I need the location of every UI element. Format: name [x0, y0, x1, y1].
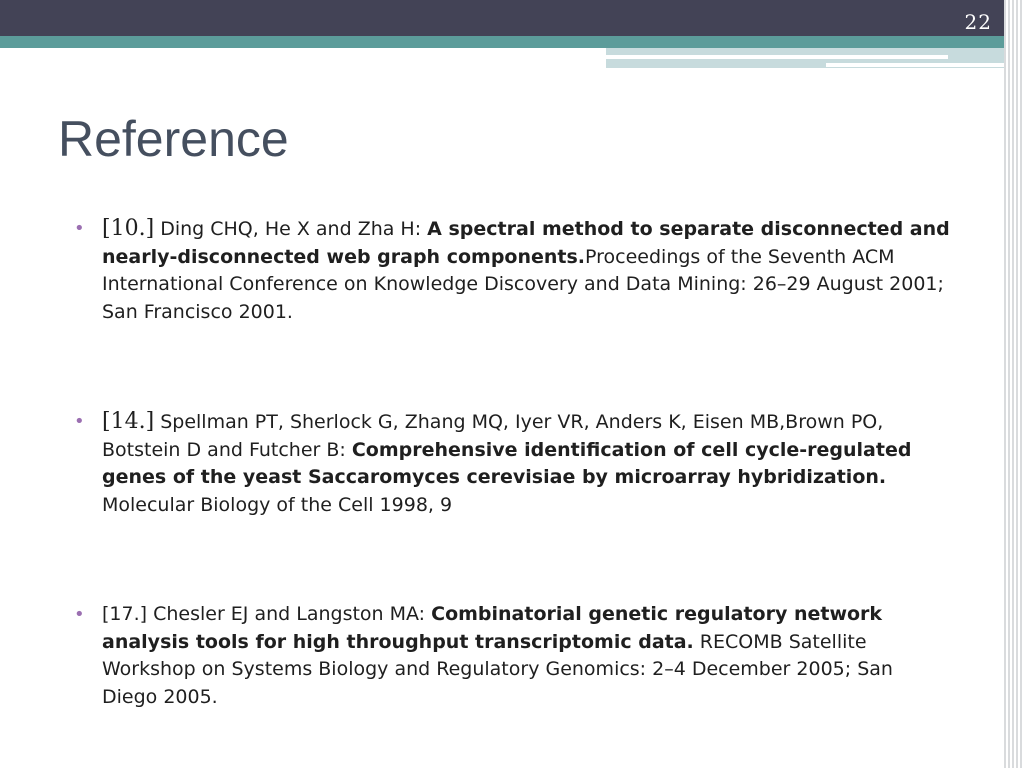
reference-title: A spectral method to separate disconnected and nearly-disconnected web graph components. — [102, 218, 950, 268]
bullet-dot-icon: • — [74, 604, 85, 625]
reference-item — [74, 408, 954, 519]
header-teal-band — [0, 36, 1004, 48]
reference-source: Proceedings of the Seventh ACM International Conference on Knowledge Discovery and Data Mining: 26–29 August 2001; San Francisco 2001. — [102, 245, 944, 323]
bullet-dot-icon: • — [74, 411, 85, 432]
header-dark-band — [0, 0, 1024, 36]
reference-number: [17.] — [102, 603, 148, 625]
header-accent-line — [826, 63, 1004, 67]
slide-number: 22 — [964, 10, 992, 34]
reference-title: Combinatorial genetic regulatory network analysis tools for high throughput transcriptomic data. — [102, 603, 883, 653]
slide-title: Reference — [58, 111, 289, 167]
reference-source: RECOMB Satellite Workshop on Systems Biology and Regulatory Genomics: 2–4 December 2005; San Diego 2005. — [102, 630, 893, 708]
reference-authors: Chesler EJ and Langston MA: — [147, 603, 432, 625]
reference-authors: Spellman PT, Sherlock G, Zhang MQ, Iyer VR, Anders K, Eisen MB,Brown PO, Botstein D and Futcher B: — [102, 411, 884, 461]
bullet-dot-icon: • — [74, 218, 85, 239]
reference-item — [74, 601, 954, 711]
reference-list — [74, 215, 954, 711]
reference-item — [74, 215, 954, 326]
reference-title: Comprehensive identification of cell cycle-regulated genes of the yeast Saccaromyces cerevisiae by microarray hybridization. — [102, 438, 912, 488]
header-accent-line — [606, 55, 948, 59]
reference-number: [14.] — [102, 409, 155, 434]
reference-authors: Ding CHQ, He X and Zha H: — [154, 218, 428, 240]
reference-number: [10.] — [102, 216, 155, 241]
reference-source: Molecular Biology of the Cell 1998, 9 — [102, 493, 453, 516]
right-edge-stripes — [1004, 0, 1024, 768]
